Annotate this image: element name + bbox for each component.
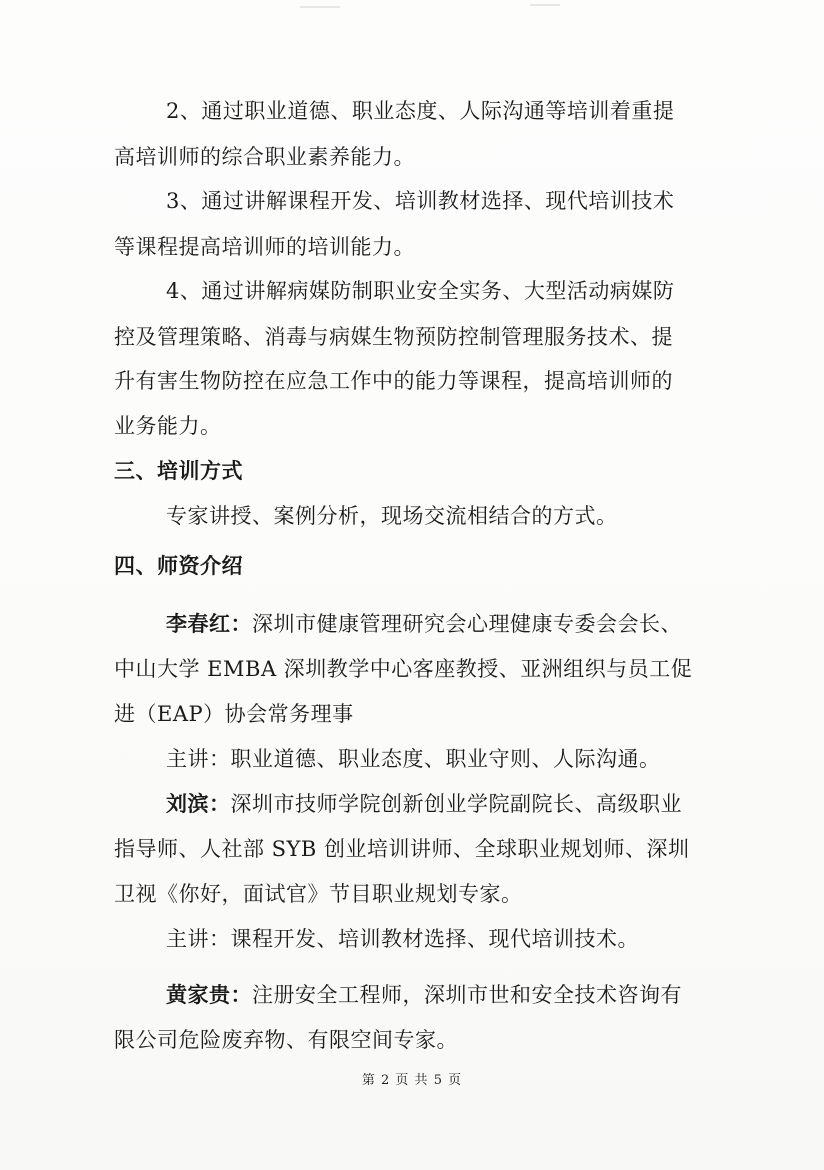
objective-4-line-4: 业务能力。 xyxy=(114,414,222,438)
objective-3-line-1: 3、通过讲解课程开发、培训教材选择、现代培训技术 xyxy=(166,189,675,213)
scan-artifact xyxy=(300,6,340,8)
scan-artifact xyxy=(530,4,560,6)
instructor-name: 刘滨： xyxy=(166,791,231,816)
instructor-1-topics: 主讲：职业道德、职业态度、职业守则、人际沟通。 xyxy=(166,747,661,771)
objective-3-line-2: 等课程提高培训师的培训能力。 xyxy=(114,235,415,259)
instructor-1-line-1 xyxy=(0,609,824,639)
objective-4-line-2: 控及管理策略、消毒与病媒生物预防控制管理服务技术、提 xyxy=(114,325,673,349)
section-3-heading: 三、培训方式 xyxy=(114,459,243,483)
instructor-2-line-2: 指导师、人社部 SYB 创业培训讲师、全球职业规划师、深圳 xyxy=(114,837,690,861)
instructor-bio: 注册安全工程师，深圳市世和安全技术咨询有 xyxy=(252,983,682,1007)
objective-4-line-3: 升有害生物防控在应急工作中的能力等课程，提高培训师的 xyxy=(114,369,673,393)
instructor-1-line-3: 进（EAP）协会常务理事 xyxy=(114,702,354,726)
objective-2-line-2: 高培训师的综合职业素养能力。 xyxy=(114,145,415,169)
section-3-body: 专家讲授、案例分析，现场交流相结合的方式。 xyxy=(166,504,618,528)
section-4-heading: 四、师资介绍 xyxy=(114,554,243,578)
page-number-footer: 第 2 页 共 5 页 xyxy=(361,1073,463,1088)
objective-4-line-1: 4、通过讲解病媒防制职业安全实务、大型活动病媒防 xyxy=(166,279,675,303)
instructor-3-line-2: 限公司危险废弃物、有限空间专家。 xyxy=(114,1028,458,1052)
instructor-2-line-1 xyxy=(0,789,824,819)
instructor-1-line-2: 中山大学 EMBA 深圳教学中心客座教授、亚洲组织与员工促 xyxy=(114,657,693,681)
instructor-name: 黄家贵： xyxy=(166,982,252,1007)
instructor-bio: 深圳市健康管理研究会心理健康专委会会长、 xyxy=(252,612,682,636)
instructor-3-line-1 xyxy=(0,980,824,1010)
objective-2-line-1: 2、通过职业道德、职业态度、人际沟通等培训着重提 xyxy=(166,99,675,123)
instructor-2-line-3: 卫视《你好，面试官》节目职业规划专家。 xyxy=(114,882,523,906)
instructor-bio: 深圳市技师学院创新创业学院副院长、高级职业 xyxy=(230,792,682,816)
instructor-2-topics: 主讲：课程开发、培训教材选择、现代培训技术。 xyxy=(166,927,639,951)
instructor-name: 李春红： xyxy=(166,611,252,636)
